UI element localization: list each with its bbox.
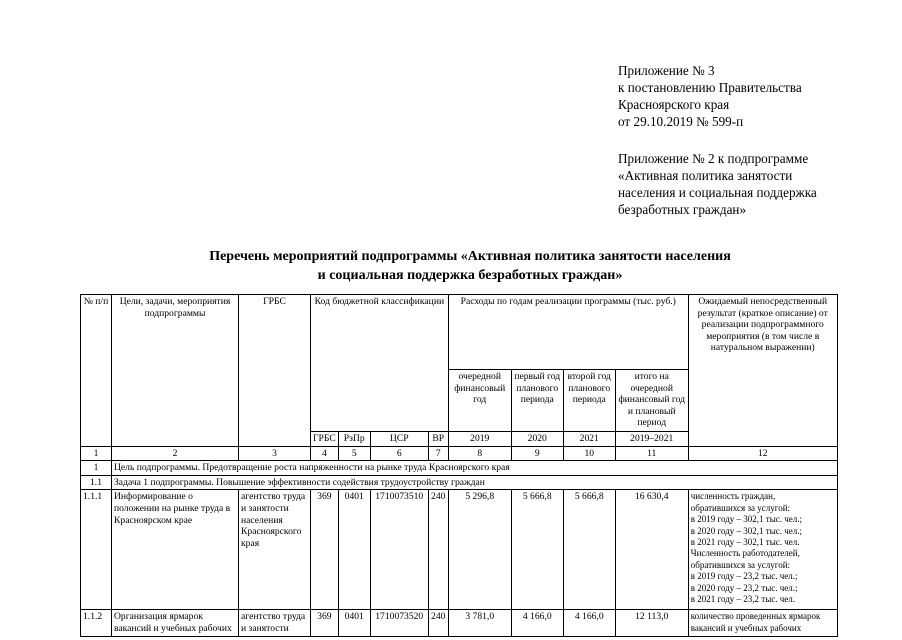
column-number: 3 xyxy=(239,446,311,461)
row-y2020: 5 666,8 xyxy=(511,490,563,610)
appendix-main-line: к постановлению Правительства xyxy=(618,80,802,95)
row-result-line: в 2020 году – 302,1 тыс. чел.; xyxy=(690,525,803,536)
appendix-sub-line: «Активная политика занятости xyxy=(618,168,793,183)
column-number: 6 xyxy=(370,446,428,461)
row-name: Информирование о положении на рынке труда в Красноярском крае xyxy=(112,490,239,610)
appendix-main-line: от 29.10.2019 № 599-п xyxy=(618,114,744,129)
column-number: 11 xyxy=(615,446,688,461)
header-second-year: второй год планового периода xyxy=(563,370,615,432)
row-result-line: вакансий и учебных рабочих xyxy=(690,622,802,633)
appendix-main-line: Красноярского края xyxy=(618,97,730,112)
row-result-line: обратившихся за услугой: xyxy=(690,502,791,513)
goal-row xyxy=(81,461,838,476)
document-title xyxy=(150,247,790,285)
row-grbs: 369 xyxy=(311,490,339,610)
row-y2019: 3 781,0 xyxy=(448,610,511,636)
column-number-row xyxy=(81,446,838,461)
task-num: 1.1 xyxy=(81,475,112,490)
row-rzpr: 0401 xyxy=(338,610,370,636)
appendix-sub-block xyxy=(618,150,817,218)
row-result-line: обратившихся за услугой: xyxy=(690,559,791,570)
header-num: № п/п xyxy=(81,295,112,447)
header-grbs: ГРБС xyxy=(239,295,311,447)
header-years-total: 2019–2021 xyxy=(615,432,688,447)
header-total: итого на очередной финансовый год и плановый период xyxy=(615,370,688,432)
row-result-line: в 2021 году – 302,1 тыс. чел. xyxy=(690,537,800,547)
column-number: 2 xyxy=(112,446,239,461)
goal-num: 1 xyxy=(81,461,112,476)
column-number: 4 xyxy=(311,446,339,461)
row-result-line: Численность работодателей, xyxy=(690,548,800,559)
document-title-line: Перечень мероприятий подпрограммы «Активная политика занятости населения xyxy=(209,249,731,264)
header-code-vr: ВР xyxy=(428,432,448,447)
table-row xyxy=(81,490,838,610)
row-result-line: в 2019 году – 302,1 тыс. чел.; xyxy=(690,514,803,525)
row-vr: 240 xyxy=(428,610,448,636)
document-title-line: и социальная поддержка безработных граждан» xyxy=(317,268,623,283)
row-y2021: 4 166,0 xyxy=(563,610,615,636)
row-result xyxy=(688,490,837,610)
row-result-line: численность граждан, xyxy=(690,491,776,502)
appendix-sub-line: безработных граждан» xyxy=(618,202,747,217)
header-first-year: первый год планового периода xyxy=(511,370,563,432)
column-number: 5 xyxy=(338,446,370,461)
header-row-main xyxy=(81,295,838,370)
row-y2021: 5 666,8 xyxy=(563,490,615,610)
appendix-main-block xyxy=(618,62,802,130)
row-name: Организация ярмарок вакансий и учебных рабочих xyxy=(112,610,239,636)
row-total: 16 630,4 xyxy=(615,490,688,610)
header-next-year: очередной финансовый год xyxy=(448,370,511,432)
appendix-main-line: Приложение № 3 xyxy=(618,63,715,78)
row-result-line: в 2020 году – 23,2 тыс. чел.; xyxy=(690,582,798,593)
header-goals: Цели, задачи, мероприятия подпрограммы xyxy=(112,295,239,447)
row-grbs-name: агентство труда и занятости населения Красноярского края xyxy=(239,490,311,610)
row-grbs-name: агентство труда и занятости xyxy=(239,610,311,636)
header-result: Ожидаемый непосредственный результат (краткое описание) от реализации подпрограммного мероприятия (в том числе в натуральном выражении) xyxy=(688,295,837,447)
header-code-rzpr: РзПр xyxy=(338,432,370,447)
row-total: 12 113,0 xyxy=(615,610,688,636)
header-code-grbs: ГРБС xyxy=(311,432,339,447)
header-year-2021: 2021 xyxy=(563,432,615,447)
row-csr: 1710073520 xyxy=(370,610,428,636)
header-year-2020: 2020 xyxy=(511,432,563,447)
row-y2019: 5 296,8 xyxy=(448,490,511,610)
task-row xyxy=(81,475,838,490)
row-vr: 240 xyxy=(428,490,448,610)
row-grbs: 369 xyxy=(311,610,339,636)
column-number: 8 xyxy=(448,446,511,461)
header-code-csr: ЦСР xyxy=(370,432,428,447)
row-rzpr: 0401 xyxy=(338,490,370,610)
goal-text: Цель подпрограммы. Предотвращение роста напряженности на рынке труда Красноярского края xyxy=(112,461,838,476)
task-text: Задача 1 подпрограммы. Повышение эффективности содействия трудоустройству граждан xyxy=(112,475,838,490)
row-num: 1.1.1 xyxy=(81,490,112,610)
column-number: 1 xyxy=(81,446,112,461)
row-num: 1.1.2 xyxy=(81,610,112,636)
header-expenses: Расходы по годам реализации программы (тыс. руб.) xyxy=(448,295,688,370)
header-year-2019: 2019 xyxy=(448,432,511,447)
row-y2020: 4 166,0 xyxy=(511,610,563,636)
appendix-sub-line: населения и социальная поддержка xyxy=(618,185,817,200)
row-result-line: количество проведенных ярмарок xyxy=(690,611,821,622)
column-number: 10 xyxy=(563,446,615,461)
appendix-sub-line: Приложение № 2 к подпрограмме xyxy=(618,151,809,166)
header-budget-code: Код бюджетной классификации xyxy=(311,295,449,432)
table-row xyxy=(81,610,838,636)
row-result xyxy=(688,610,837,636)
row-csr: 1710073510 xyxy=(370,490,428,610)
row-result-line: в 2021 году – 23,2 тыс. чел. xyxy=(690,594,796,605)
column-number: 12 xyxy=(688,446,837,461)
column-number: 9 xyxy=(511,446,563,461)
row-result-line: в 2019 году – 23,2 тыс. чел.; xyxy=(690,571,798,582)
measures-table xyxy=(80,294,838,637)
column-number: 7 xyxy=(428,446,448,461)
